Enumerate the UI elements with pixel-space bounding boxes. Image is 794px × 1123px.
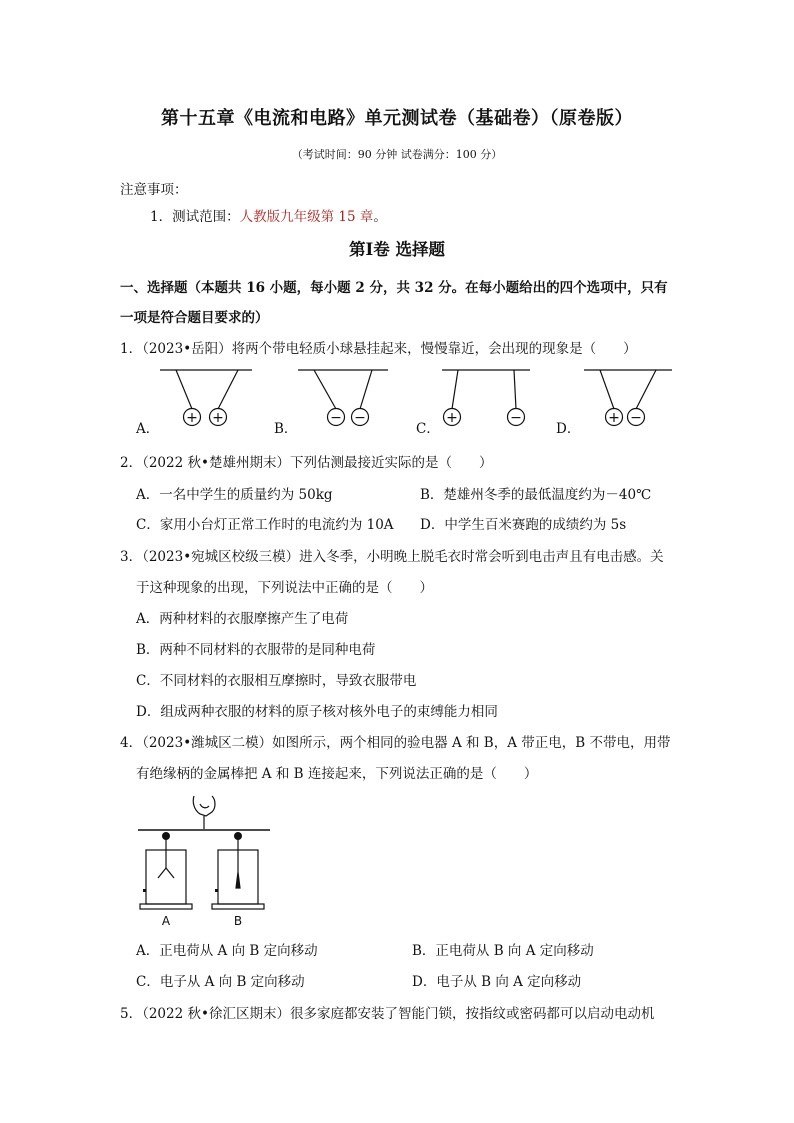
thread (636, 370, 656, 409)
thread (360, 370, 372, 409)
question-4-option-c: C．电子从 A 向 B 定向移动 (136, 974, 305, 990)
scope-end: 。 (373, 209, 387, 225)
electroscope-b-base (212, 904, 264, 909)
scale-mark (215, 889, 218, 892)
question-3-option-a: A．两种材料的衣服摩擦产生了电荷 (136, 611, 349, 627)
electroscope-figure (132, 792, 277, 930)
charge-sign: − (354, 410, 366, 426)
question-1-figure (130, 362, 680, 437)
scale-mark (143, 889, 146, 892)
question-3-option-b: B．两种不同材料的衣服带的是同种电荷 (136, 642, 376, 658)
section-title: 第Ⅰ卷 选择题 (349, 240, 445, 259)
question-2-option-b: B．楚雄州冬季的最低温度约为－40℃ (420, 487, 652, 503)
figure-label-a: A． (136, 421, 160, 437)
charge-sign: + (446, 410, 458, 426)
question-2-option-a: A．一名中学生的质量约为 50kg (136, 487, 333, 503)
electroscope-a-base (140, 904, 192, 909)
notice-label: 注意事项： (120, 182, 188, 198)
electroscope-b-leaf (236, 872, 240, 888)
question-2-option-c: C．家用小台灯正常工作时的电流约为 10A (136, 517, 394, 533)
charge-sign: − (630, 410, 642, 426)
thread (452, 370, 458, 409)
question-2-option-d: D．中学生百米赛跑的成绩约为 5s (420, 517, 627, 533)
electroscope-b-label: B (233, 914, 243, 928)
test-scope (150, 205, 387, 225)
question-3-option-c: C．不同材料的衣服相互摩擦时，导致衣服带电 (136, 673, 417, 689)
exam-info: （考试时间：90 分钟 试卷满分：100 分） (291, 148, 503, 161)
page-title: 第十五章《电流和电路》单元测试卷（基础卷）（原卷版） (161, 108, 633, 129)
scope-number: 1．测试范围： (150, 209, 240, 225)
charge-sign: + (186, 410, 198, 426)
hand (193, 796, 215, 816)
question-4-stem-line1: 4．（2023•潍城区二模）如图所示，两个相同的验电器 A 和 B，A 带正电，B 不带电，用带 (120, 735, 671, 751)
electroscope-a-label: A (161, 914, 171, 928)
scope-text: 人教版九年级第 15 章 (239, 209, 374, 225)
question-3-option-d: D．组成两种衣服的材料的原子核对核外电子的束缚能力相同 (136, 704, 498, 720)
figure-label-b: B． (274, 421, 298, 437)
figure-label-d: D． (556, 421, 581, 437)
charge-sign: − (510, 410, 522, 426)
figure-label-c: C． (416, 421, 440, 437)
finger (200, 804, 209, 808)
thread (314, 370, 336, 409)
thread (176, 370, 192, 409)
question-3-stem-line1: 3．（2023•宛城区校级三模）进入冬季，小明晚上脱毛衣时常会听到电击声且有电击感。关 (120, 549, 664, 565)
thread (514, 370, 516, 409)
electroscope-a-leaf (166, 868, 174, 878)
question-4-stem-line2: 有绝缘柄的金属棒把 A 和 B 连接起来，下列说法正确的是（ ） (136, 766, 538, 782)
thread (600, 370, 614, 409)
electroscope-a-ball (162, 832, 170, 840)
question-1-stem: 1．（2023•岳阳）将两个带电轻质小球悬挂起来，慢慢靠近，会出现的现象是（ ） (120, 341, 637, 357)
electroscope-b-ball (234, 832, 242, 840)
question-5-stem: 5．（2022 秋•徐汇区期末）很多家庭都安装了智能门锁，按指纹或密码都可以启动电动机 (120, 1006, 655, 1022)
question-4-option-d: D．电子从 B 向 A 定向移动 (412, 974, 582, 990)
section-description: 一、选择题（本题共 16 小题，每小题 2 分，共 32 分。在每小题给出的四个选项中，只有一项是符合题目要求的） (120, 280, 668, 326)
charge-sign: + (212, 410, 224, 426)
charge-sign: − (330, 410, 342, 426)
electroscope-a-leaf (158, 868, 166, 878)
charge-sign: + (608, 410, 620, 426)
question-3-stem-line2: 于这种现象的出现，下列说法中正确的是（ ） (136, 580, 433, 596)
question-4-option-b: B．正电荷从 B 向 A 定向移动 (412, 943, 594, 959)
thread (218, 370, 238, 409)
question-4-option-a: A．正电荷从 A 向 B 定向移动 (136, 943, 318, 959)
question-2-stem: 2．（2022 秋•楚雄州期末）下列估测最接近实际的是（ ） (120, 455, 493, 471)
